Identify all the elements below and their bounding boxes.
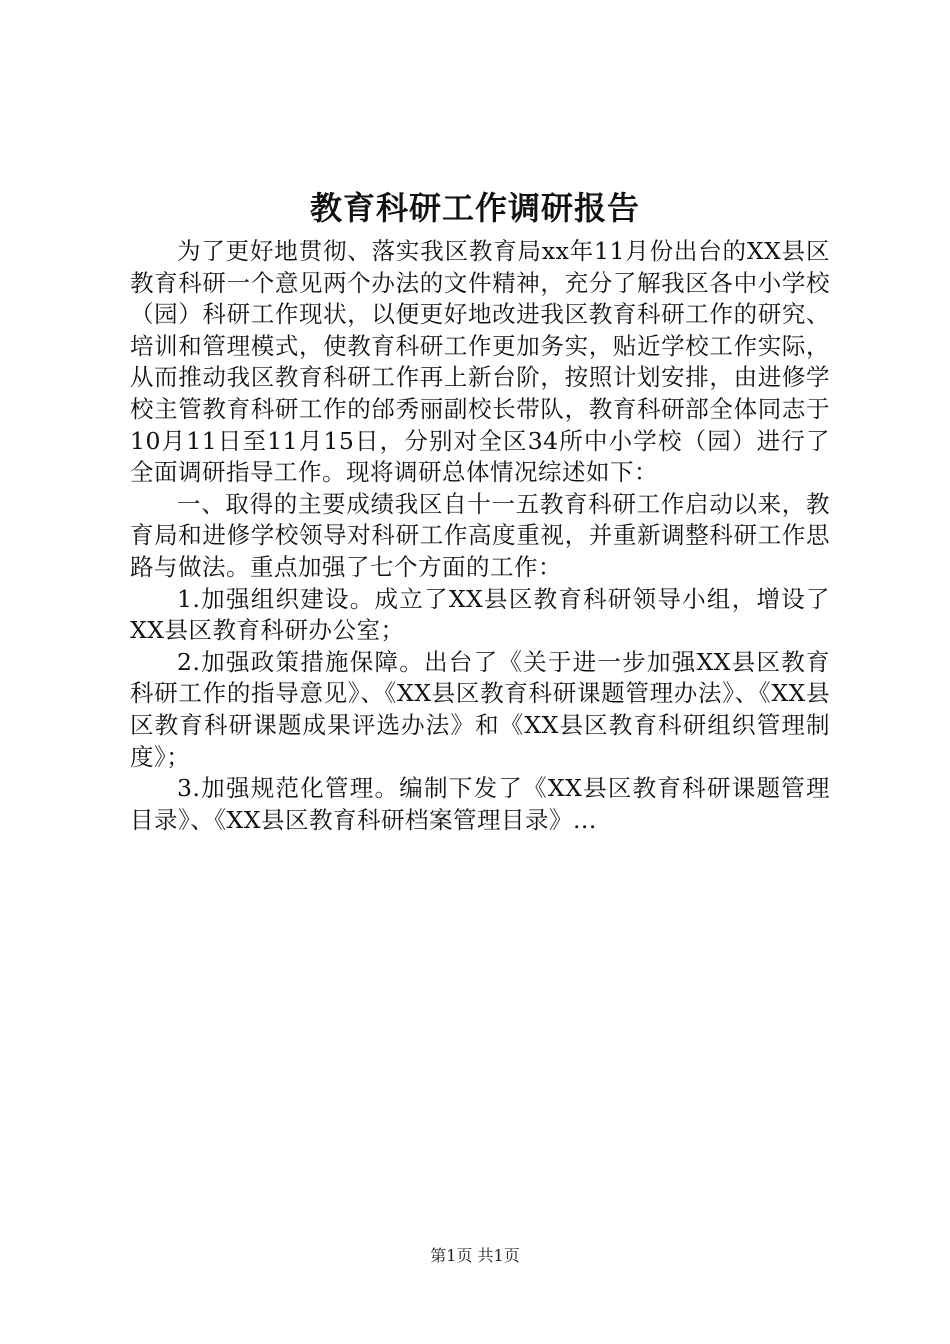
paragraph-item-1: 1.加强组织建设。成立了XX县区教育科研领导小组，增设了XX县区教育科研办公室； [130,584,830,645]
document-title: 教育科研工作调研报告 [309,189,640,227]
paragraph-item-2: 2.加强政策措施保障。出台了《关于进一步加强XX县区教育科研工作的指导意见》、《XX县区教育科研课题管理办法》、《XX县区教育科研课题成果评选办法》和《XX县区教育科研组织管理制度》； [130,647,830,771]
paragraph-intro: 为了更好地贯彻、落实我区教育局xx年11月份出台的XX县区教育科研一个意见两个办法的文件精神，充分了解我区各中小学校（园）科研工作现状，以便更好地改进我区教育科研工作的研究、培训和管理模式，使教育科研工作更加务实，贴近学校工作实际，从而推动我区教育科研工作再上新台阶，按照计划安排，由进修学校主管教育科研工作的邰秀丽副校长带队，教育科研部全体同志于10月11日至11月15日，分别对全区34所中小学校（园）进行了全面调研指导工作。现将调研总体情况综述如下： [130,237,830,487]
paragraph-item-3: 3.加强规范化管理。编制下发了《XX县区教育科研课题管理目录》、《XX县区教育科研档案管理目录》... [130,774,830,834]
document-body [130,236,830,836]
page-footer: 第1页 共1页 [430,1246,520,1265]
paragraph-achievements: 一、取得的主要成绩我区自十一五教育科研工作启动以来，教育局和进修学校领导对科研工作高度重视，并重新调整科研工作思路与做法。重点加强了七个方面的工作： [130,489,830,581]
